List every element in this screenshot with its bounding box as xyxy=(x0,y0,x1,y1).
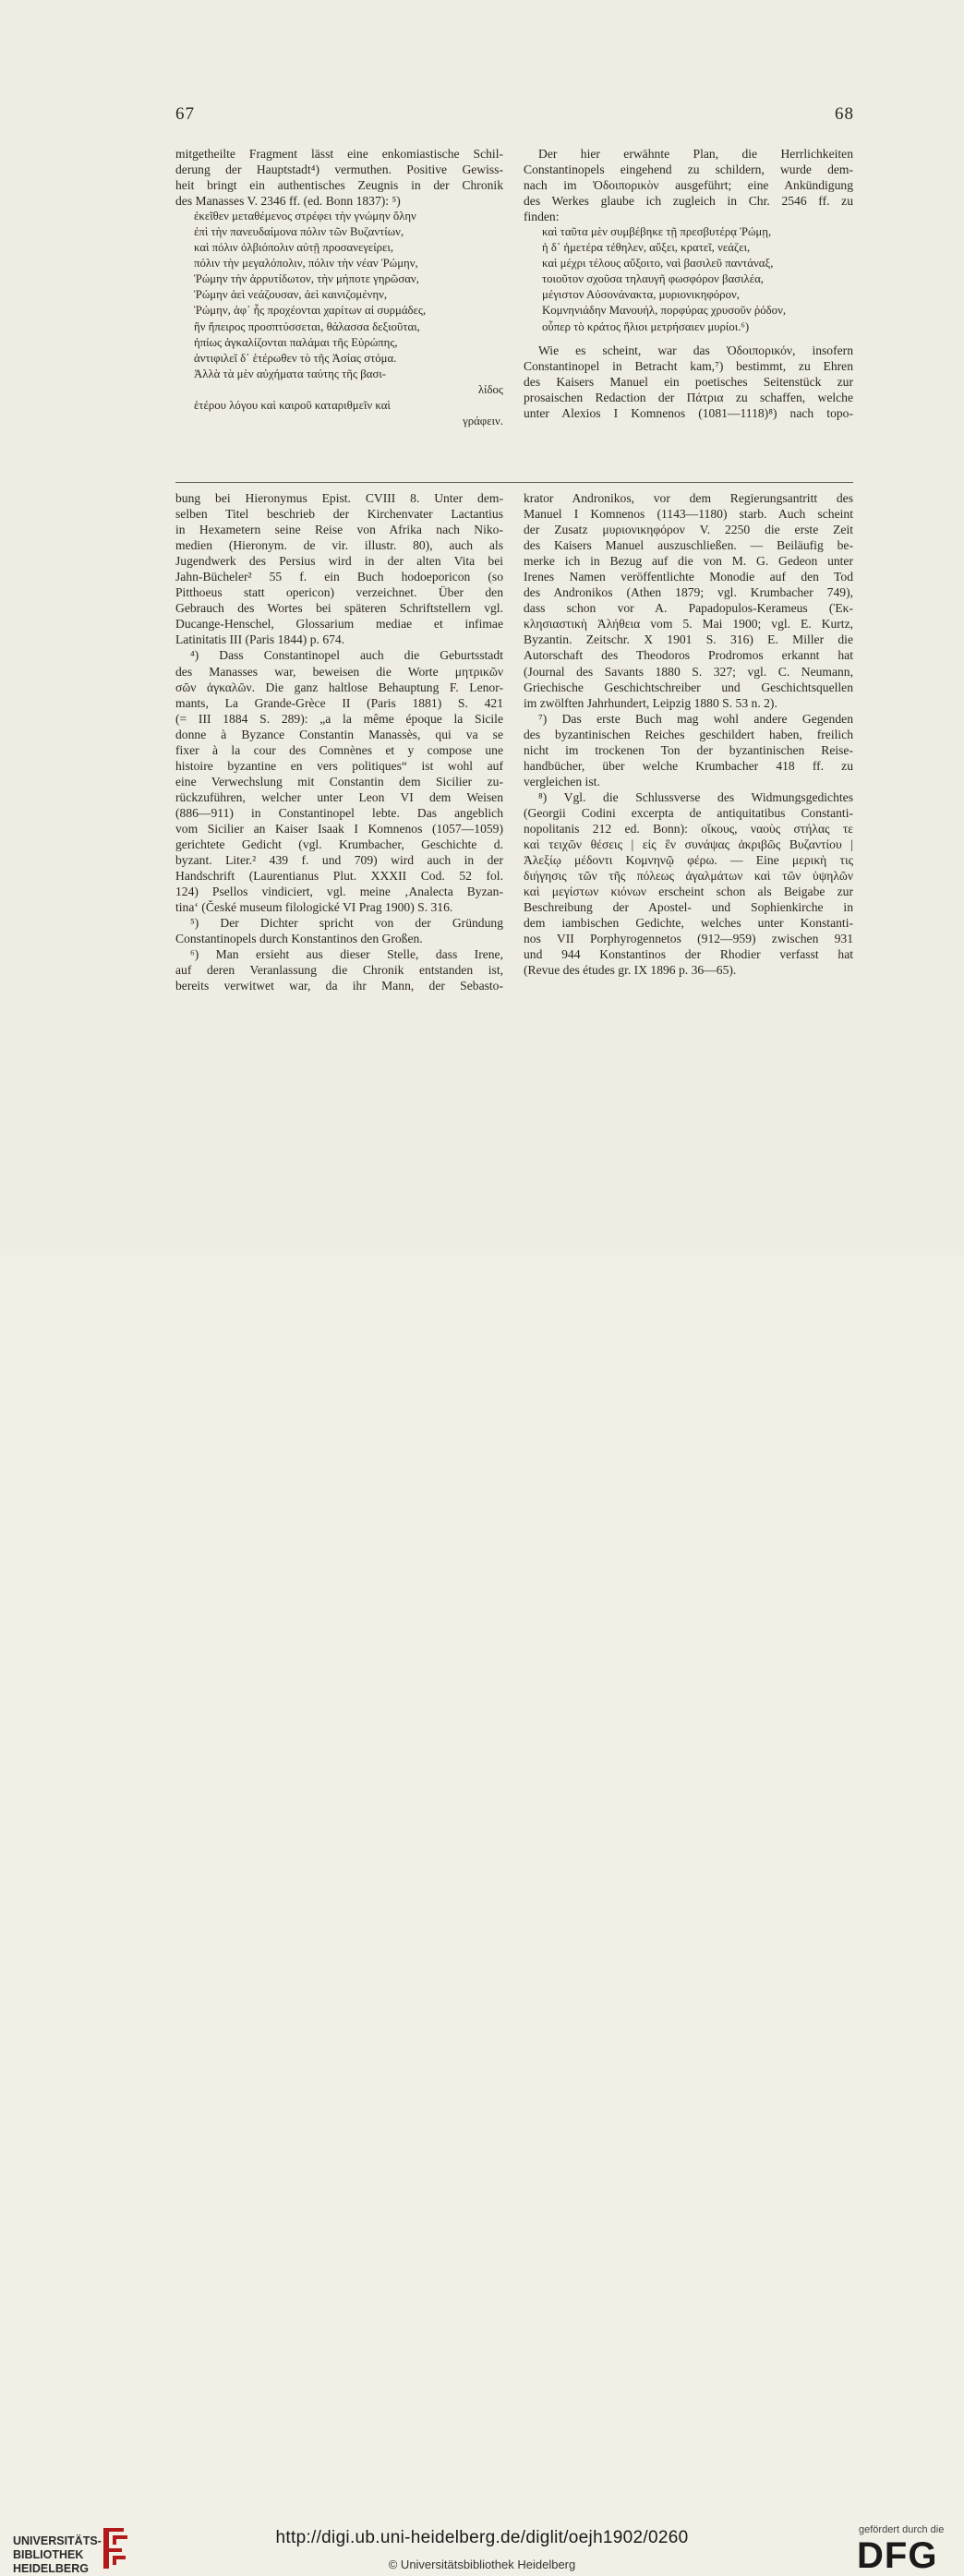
footnote-line: Pitthoeus statt opericon) verzeichnet. Über den xyxy=(175,585,503,600)
footnote-line: ⁵) Der Dichter spricht von der Gründung xyxy=(190,916,503,931)
footnote-line: 124) Psellos vindiciert, vgl. meine ‚Analecta Byzan- xyxy=(175,885,503,899)
footnote-line: (Journal des Savants 1880 S. 327; vgl. C. Neumann, xyxy=(524,664,853,679)
footnote-line: ⁸) Vgl. die Schlussverse des Widmungsgedichtes xyxy=(538,789,853,804)
body-text-line: unter Alexios I Komnenos (1081—1118)⁸) nach topo- xyxy=(524,405,853,420)
footnote-line: Ducange-Henschel, Glossarium mediae et infimae xyxy=(175,617,503,632)
footnotes-left-column xyxy=(175,490,503,994)
footnote-line: handbücher, über welche Krumbacher 418 ff. zu xyxy=(524,758,853,773)
greek-quote-line: οὗπερ τὸ κράτος ἥλιοι μετρήσαιεν μυρίοι.⁶) xyxy=(542,319,750,333)
page-number-right: 68 xyxy=(835,104,854,124)
greek-quote-line: Ἀλλὰ τὰ μὲν αὐχήματα ταύτης τῆς βασι- xyxy=(194,367,387,380)
footnote-line: rückzuführen, welcher unter Leon VI dem Weisen xyxy=(175,789,503,804)
greek-quote-line: λίδος xyxy=(477,382,503,396)
copyright-notice: © Universitätsbibliothek Heidelberg xyxy=(388,2558,576,2571)
footnote-line: und 944 Konstantinos der Rhodier verfasst hat xyxy=(524,947,853,962)
footnote-line: ⁷) Das erste Buch mag wohl andere Gegenden xyxy=(538,711,853,726)
paragraph-spacer xyxy=(524,335,853,343)
footnote-line: Gebrauch des Wortes bei späteren Schriftstellern vgl. xyxy=(175,601,503,616)
greek-quote-line: καὶ πόλιν ὀλβιόπολιν αὐτῇ προσανεγείρει, xyxy=(194,241,394,255)
body-text-line: finden: xyxy=(524,210,560,224)
top-left-column xyxy=(175,146,503,429)
footnote-line: donne à Byzance Constantin Manassès, qui va se xyxy=(175,727,503,741)
footnote-line: bereits verwitwet war, da ihr Mann, der Sebasto- xyxy=(175,979,503,993)
footnote-line: (= III 1884 S. 289): „a la même époque la Sicile xyxy=(175,711,503,726)
body-text-line: Wie es scheint, war das Ὁδοιπορικόν, insofern xyxy=(538,343,853,357)
footnote-line: der Zusatz μυριονικηφόρον V. 2250 die erste Zeit xyxy=(524,523,853,537)
footnote-line: σῶν ἀγκαλῶν. Die ganz haltlose Behauptung F. Lenor- xyxy=(175,680,503,694)
footnote-line: Byzantin. Zeitschr. X 1901 S. 316) E. Miller die xyxy=(524,632,853,647)
footnote-line: fixer à la cour des Comnènes et y compose une xyxy=(175,742,503,757)
footnote-line: Jahn-Bücheler² 55 f. ein Buch hodoeporicon (so xyxy=(175,570,503,584)
body-text-line: des Kaisers Manuel ein poetisches Seitenstück zur xyxy=(524,374,853,389)
greek-quote-line: ἐπὶ τὴν πανευδαίμονα πόλιν τῶν Βυζαντίων, xyxy=(194,225,404,239)
greek-quote-line: ἠπίως ἀγκαλίζονται παλάμαι τῆς Εὐρώπης, xyxy=(194,335,398,349)
footnote-line: vergleichen ist. xyxy=(524,774,600,788)
greek-quote-line: καὶ μέχρι τέλους αὔξοιτο, ναὶ βασιλεῦ παντάναξ, xyxy=(542,257,774,271)
footnote-line: nicht im trockenen Ton der byzantinischen Reise- xyxy=(524,742,853,757)
footnote-line: medien (Hieronym. de vir. illustr. 80), auch als xyxy=(175,538,503,553)
footnote-line: im zwölften Jahrhundert, Leipzig 1880 S. 53 n. 2). xyxy=(524,695,777,710)
footnote-line: in Hexametern seine Reise von Afrika nach Niko- xyxy=(175,523,503,537)
footnote-divider xyxy=(175,482,853,483)
body-text-line: mitgetheilte Fragment lässt eine enkomiastische Schil- xyxy=(175,147,503,161)
body-text-line: des Werkes glaube ich zugleich in Chr. 2546 ff. zu xyxy=(524,194,853,209)
greek-quote-line: καὶ ταῦτα μὲν συμβέβηκε τῇ πρεσβυτέρᾳ Ῥώμῃ, xyxy=(542,225,772,239)
greek-quote-line: ἀντιφιλεῖ δ᾽ ἑτέρωθεν τὸ τῆς Ἀσίας στόμα. xyxy=(194,351,397,365)
greek-quote-line: ἡ δ᾽ ἡμετέρα τέθηλεν, αὔξει, κρατεῖ, νεάζει, xyxy=(542,241,751,255)
footnote-line: (Revue des études gr. IX 1896 p. 36—65). xyxy=(524,963,737,978)
footnote-line: Jugendwerk des Persius wird in der alten Vita bei xyxy=(175,554,503,569)
body-text-line: Constantinopels eingehend zu schildern, wurde dem- xyxy=(524,163,853,177)
footnote-line: merke ich in Bezug auf die von M. G. Gedeon unter xyxy=(524,554,853,569)
footnote-line: Griechische Geschichtschreiber und Geschichtsquellen xyxy=(524,680,853,694)
footnote-line: dass schon vor A. Papadopulos-Kerameus (Ἐκ- xyxy=(524,601,853,616)
library-name-line-1: UNIVERSITÄTS- xyxy=(13,2534,102,2547)
scanned-page xyxy=(0,0,964,1256)
body-text-line: derung der Hauptstadt⁴) vermuthen. Positive Gewiss- xyxy=(175,163,503,177)
footnote-line: nos VII Porphyrogennetos (912—959) zwischen 931 xyxy=(524,932,853,946)
footnote-line: Irenes Namen veröffentlichte Monodie auf den Tod xyxy=(524,570,853,584)
footnote-line: krator Andronikos, vor dem Regierungsantritt des xyxy=(524,491,853,505)
greek-quote-line: ἑτέρου λόγου καὶ καιροῦ καταριθμεῖν καὶ xyxy=(194,398,391,412)
greek-quote-line: ἣν ἤπειρος προσπτύσσεται, θάλασσα δεξιοῦται, xyxy=(194,319,420,333)
greek-quote-line: Κομνηνιάδην Μανουήλ, πορφύρας χρυσοῦν ῥόδον, xyxy=(542,304,787,318)
footnote-line: vom Sicilier an Kaiser Isaak I Komnenos (1057—1059) xyxy=(175,821,503,836)
sponsor-label: gefördert durch die xyxy=(859,2524,945,2535)
footnote-line: gerichtete Gedicht (vgl. Krumbacher, Geschichte d. xyxy=(175,837,503,852)
footnote-line: καὶ τειχῶν θέσεις | εἰς ἓν συνάψας ἀκριβῶς Βυζαντίου | xyxy=(524,837,853,852)
greek-quote-line: γράφειν. xyxy=(463,414,503,427)
footnote-line: Constantinopels durch Konstantinos den Großen. xyxy=(175,932,423,946)
greek-quote-line: Ῥώμην ἀεὶ νεάζουσαν, ἀεὶ καινιζομένην, xyxy=(194,288,388,302)
body-text-line: des Manasses V. 2346 ff. (ed. Bonn 1837): ⁵) xyxy=(175,194,401,209)
footnote-line: nopolitanis 212 ed. Bonn): οἴκους, ναοὺς στήλας τε xyxy=(524,821,853,836)
dfg-logo: DFG xyxy=(857,2535,938,2576)
footnote-line: Latinitatis III (Paris 1844) p. 674. xyxy=(175,632,345,647)
body-text-line: nach im Ὁδοιπορικὸν ausgeführt; eine Ankündigung xyxy=(524,178,853,193)
footnote-line: des byzantinischen Reiches geschildert haben, freilich xyxy=(524,727,853,741)
footnote-line: Manuel I Komnenos (1143—1180) starb. Auch scheint xyxy=(524,507,853,522)
body-text-line: Constantinopel in Betracht kam,⁷) bestimmt, zu Ehren xyxy=(524,358,853,373)
footnote-line: dem iambischen Gedichte, welches unter Konstanti- xyxy=(524,916,853,931)
footnote-line: des Kaisers Manuel auszuschließen. — Beiläufig be- xyxy=(524,538,853,553)
footnote-line: Handschrift (Laurentianus Plut. XXXII Cod. 52 fol. xyxy=(175,869,503,884)
body-text-line: prosaischen Redaction der Πάτρια zu schaffen, welche xyxy=(524,390,853,404)
footnote-line: des Manasses war, beweisen die Worte μητρικῶν xyxy=(175,664,503,679)
footnote-line: tina‘ (České museum filologické VI Prag 1900) S. 316. xyxy=(175,900,453,915)
footnote-line: Beschreibung der Apostel- und Sophienkirche in xyxy=(524,900,853,915)
greek-quote-line: μέγιστον Αὐσονάνακτα, μυριονικηφόρον, xyxy=(542,288,740,302)
footnote-line: κλησιαστικὴ Ἀλήθεια vom 5. Mai 1900; vgl. E. Kurtz, xyxy=(524,617,853,632)
body-text-line: Der hier erwähnte Plan, die Herrlichkeiten xyxy=(538,147,853,161)
footnote-line: selben Titel beschrieb der Kirchenvater Lactantius xyxy=(175,507,503,522)
greek-quote-line: πόλιν τὴν μεγαλόπολιν, πόλιν τὴν νέαν Ῥώμην, xyxy=(194,257,418,271)
footnote-line: καὶ μεγίστων κιόνων erscheint schon als Beigabe zur xyxy=(524,885,853,899)
footnotes-right-column xyxy=(524,490,853,978)
greek-quote-line: Ῥώμην τὴν ἀρρυτίδωτον, τὴν μήποτε γηρῶσαν, xyxy=(194,272,419,286)
library-name-line-2: BIBLIOTHEK xyxy=(13,2548,84,2561)
footnote-line: διήγησις τῶν τῆς πόλεως ἀγαλμάτων καὶ τῶν ὑψηλῶν xyxy=(524,869,853,884)
footnote-line: mants, La Grande-Grèce II (Paris 1881) S. 421 xyxy=(175,695,503,710)
greek-quote-line: Ῥώμην, ἀφ᾽ ἧς προχέονται χαρίτων αἱ συρμάδες, xyxy=(194,304,427,318)
footnote-line: ⁶) Man ersieht aus dieser Stelle, dass Irene, xyxy=(190,947,503,962)
greek-quote-line: τοιοῦτον σχοῦσα τηλαυγῆ φωσφόρον βασιλέα, xyxy=(542,272,765,286)
footnote-line: (Georgii Codini excerpta de antiquitatibus Constanti- xyxy=(524,805,853,820)
page-number-left: 67 xyxy=(175,104,195,124)
footnote-line: Autorschaft des Theodoros Prodromos erkannt hat xyxy=(524,648,853,663)
footnote-line: eine Verwechslung mit Constantin dem Sicilier zu- xyxy=(175,774,503,788)
footnote-line: auf deren Veranlassung die Chronik entstanden ist, xyxy=(175,963,503,978)
footnote-line: bung bei Hieronymus Epist. CVIII 8. Unter dem- xyxy=(175,491,503,505)
footnote-line: ⁴) Dass Constantinopel auch die Geburtsstadt xyxy=(190,648,503,663)
greek-quote-line: ἐκεῖθεν μεταθέμενος στρέφει τὴν γνώμην ὅλην xyxy=(194,210,416,223)
library-name-line-3: HEIDELBERG xyxy=(13,2562,89,2575)
footnote-line: byzant. Liter.² 439 f. und 709) wird auch in der xyxy=(175,853,503,868)
document-url[interactable]: http://digi.ub.uni-heidelberg.de/diglit/oejh1902/0260 xyxy=(275,2528,689,2547)
footer-bar xyxy=(0,1256,964,2576)
body-text-line: heit bringt ein authentisches Zeugnis in der Chronik xyxy=(175,178,503,193)
footnote-line: Ἀλεξίῳ μέδοντι Κομνηνῷ φέρω. — Eine μερικὴ τις xyxy=(524,853,853,868)
footnote-line: (886—911) in Constantinopel lebte. Das angeblich xyxy=(175,805,503,820)
top-right-column xyxy=(524,146,853,421)
footnote-line: histoire byzantine en vers politiques“ ist wohl auf xyxy=(175,758,503,773)
footnote-line: des Andronikos (Athen 1879; vgl. Krumbacher 749), xyxy=(524,585,853,600)
